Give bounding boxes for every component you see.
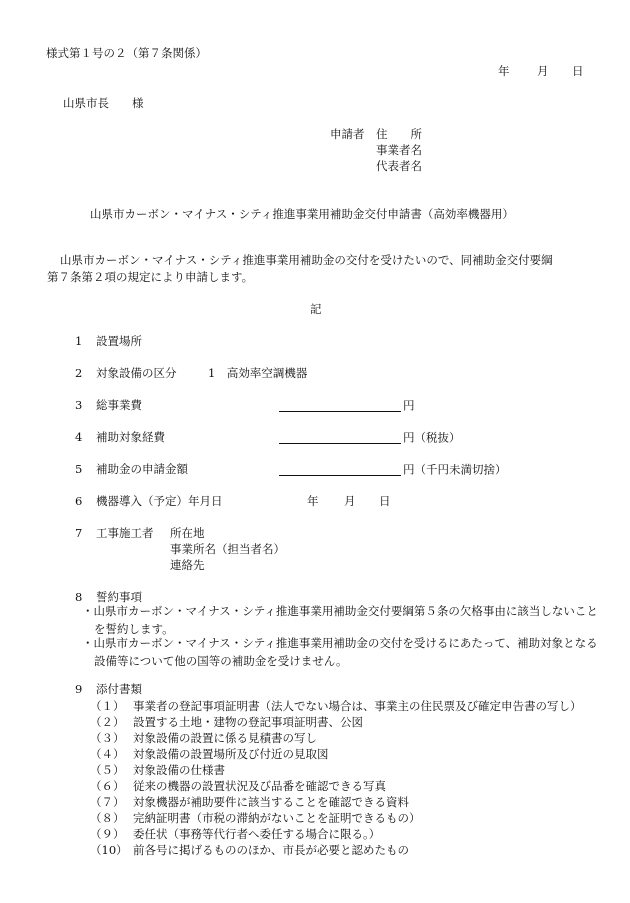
attachment-6-no: （６） [90, 779, 125, 793]
item-2-number: 2 [75, 366, 83, 380]
attachment-1-text: 事業者の登記事項証明書（法人でない場合は、事業主の住民票及び確定申告書の写し） [133, 699, 582, 713]
document-title: 山県市カーボン・マイナス・シティ推進事業用補助金交付申請書（高効率機器用） [90, 207, 514, 221]
addressee: 山県市長 様 [63, 96, 144, 110]
date-month: 月 [537, 64, 549, 78]
item-5-unit: 円（千円未満切捨） [403, 462, 507, 477]
item-7-office: 事業所名（担当者名） [170, 542, 285, 556]
attachment-5-no: （５） [90, 763, 125, 777]
item-5-blank-line [279, 463, 401, 476]
ki-heading: 記 [310, 302, 322, 316]
item-6-day: 日 [379, 494, 391, 508]
attachment-6-text: 従来の機器の設置状況及び品番を確認できる写真 [133, 779, 386, 793]
attachment-9-no: （９） [90, 827, 125, 841]
applicant-representative: 代表者名 [376, 159, 422, 173]
attachment-4-no: （４） [90, 747, 125, 761]
attachment-8-text: 完納証明書（市税の滞納がないことを証明できるもの） [133, 811, 421, 825]
item-3-blank-line [279, 399, 401, 412]
item-7-number: 7 [75, 526, 83, 540]
pledge-2: ・山県市カーボン・マイナス・シティ推進事業用補助金の交付を受けるにあたって、補助対象となる設備等について他の国等の補助金を受けません。 [82, 636, 598, 668]
item-2-value: 1 高効率空調機器 [208, 366, 308, 380]
item-1-number: 1 [75, 334, 83, 348]
item-3-amount-field[interactable] [279, 399, 415, 412]
item-7-label: 工事施工者 [96, 526, 154, 540]
attachment-7-no: （７） [90, 795, 125, 809]
item-4-amount-field[interactable] [279, 431, 461, 444]
item-6-number: 6 [75, 494, 83, 508]
item-4-blank-line [279, 431, 401, 444]
item-6-label: 機器導入（予定）年月日 [96, 494, 223, 508]
item-9-label: 添付書類 [96, 682, 142, 696]
item-6-year: 年 [307, 494, 319, 508]
attachment-10-text: 前各号に掲げるもののほか、市長が必要と認めたもの [133, 843, 409, 857]
attachment-5-text: 対象設備の仕様書 [133, 763, 225, 777]
attachment-9-text: 委任状（事務等代行者へ委任する場合に限る。） [133, 827, 381, 841]
attachment-4-text: 対象設備の設置場所及び付近の見取図 [133, 747, 329, 761]
date-day: 日 [572, 64, 584, 78]
item-6-month: 月 [344, 494, 356, 508]
item-3-label: 総事業費 [96, 398, 142, 412]
item-4-label: 補助対象経費 [96, 430, 165, 444]
item-7-location: 所在地 [170, 526, 205, 540]
attachment-7-text: 対象機器が補助要件に該当することを確認できる資料 [133, 795, 409, 809]
item-5-amount-field[interactable] [279, 463, 507, 476]
item-8-number: 8 [75, 590, 83, 604]
applicant-business-name: 事業者名 [376, 143, 422, 157]
item-2-label: 対象設備の区分 [96, 366, 177, 380]
item-5-number: 5 [75, 462, 83, 476]
item-8-label: 誓約事項 [96, 590, 142, 604]
item-4-number: 4 [75, 430, 83, 444]
attachment-1-no: （１） [90, 699, 125, 713]
attachment-2-text: 設置する土地・建物の登記事項証明書、公図 [133, 715, 363, 729]
attachment-3-no: （３） [90, 731, 125, 745]
attachment-10-no: （10） [90, 843, 128, 857]
intro-line-2: 第７条第２項の規定により申請します。 [47, 270, 254, 284]
attachment-8-no: （８） [90, 811, 125, 825]
item-7-contact: 連絡先 [170, 558, 205, 572]
item-5-label: 補助金の申請金額 [96, 462, 188, 476]
intro-line-1: 山県市カーボン・マイナス・シティ推進事業用補助金の交付を受けたいので、同補助金交付要綱 [60, 253, 553, 267]
item-4-unit: 円（税抜） [403, 430, 461, 445]
applicant-label: 申請者 [330, 127, 365, 141]
item-3-unit: 円 [403, 398, 415, 413]
form-code: 様式第１号の２（第７条関係） [46, 46, 207, 60]
attachment-3-text: 対象設備の設置に係る見積書の写し [133, 731, 317, 745]
attachment-2-no: （２） [90, 715, 125, 729]
applicant-address: 住 所 [376, 127, 422, 141]
pledge-1: ・山県市カーボン・マイナス・シティ推進事業用補助金交付要綱第５条の欠格事由に該当しないことを誓約します。 [82, 604, 598, 636]
date-year: 年 [498, 64, 510, 78]
item-9-number: 9 [75, 682, 83, 696]
item-1-label: 設置場所 [96, 334, 142, 348]
item-3-number: 3 [75, 398, 83, 412]
